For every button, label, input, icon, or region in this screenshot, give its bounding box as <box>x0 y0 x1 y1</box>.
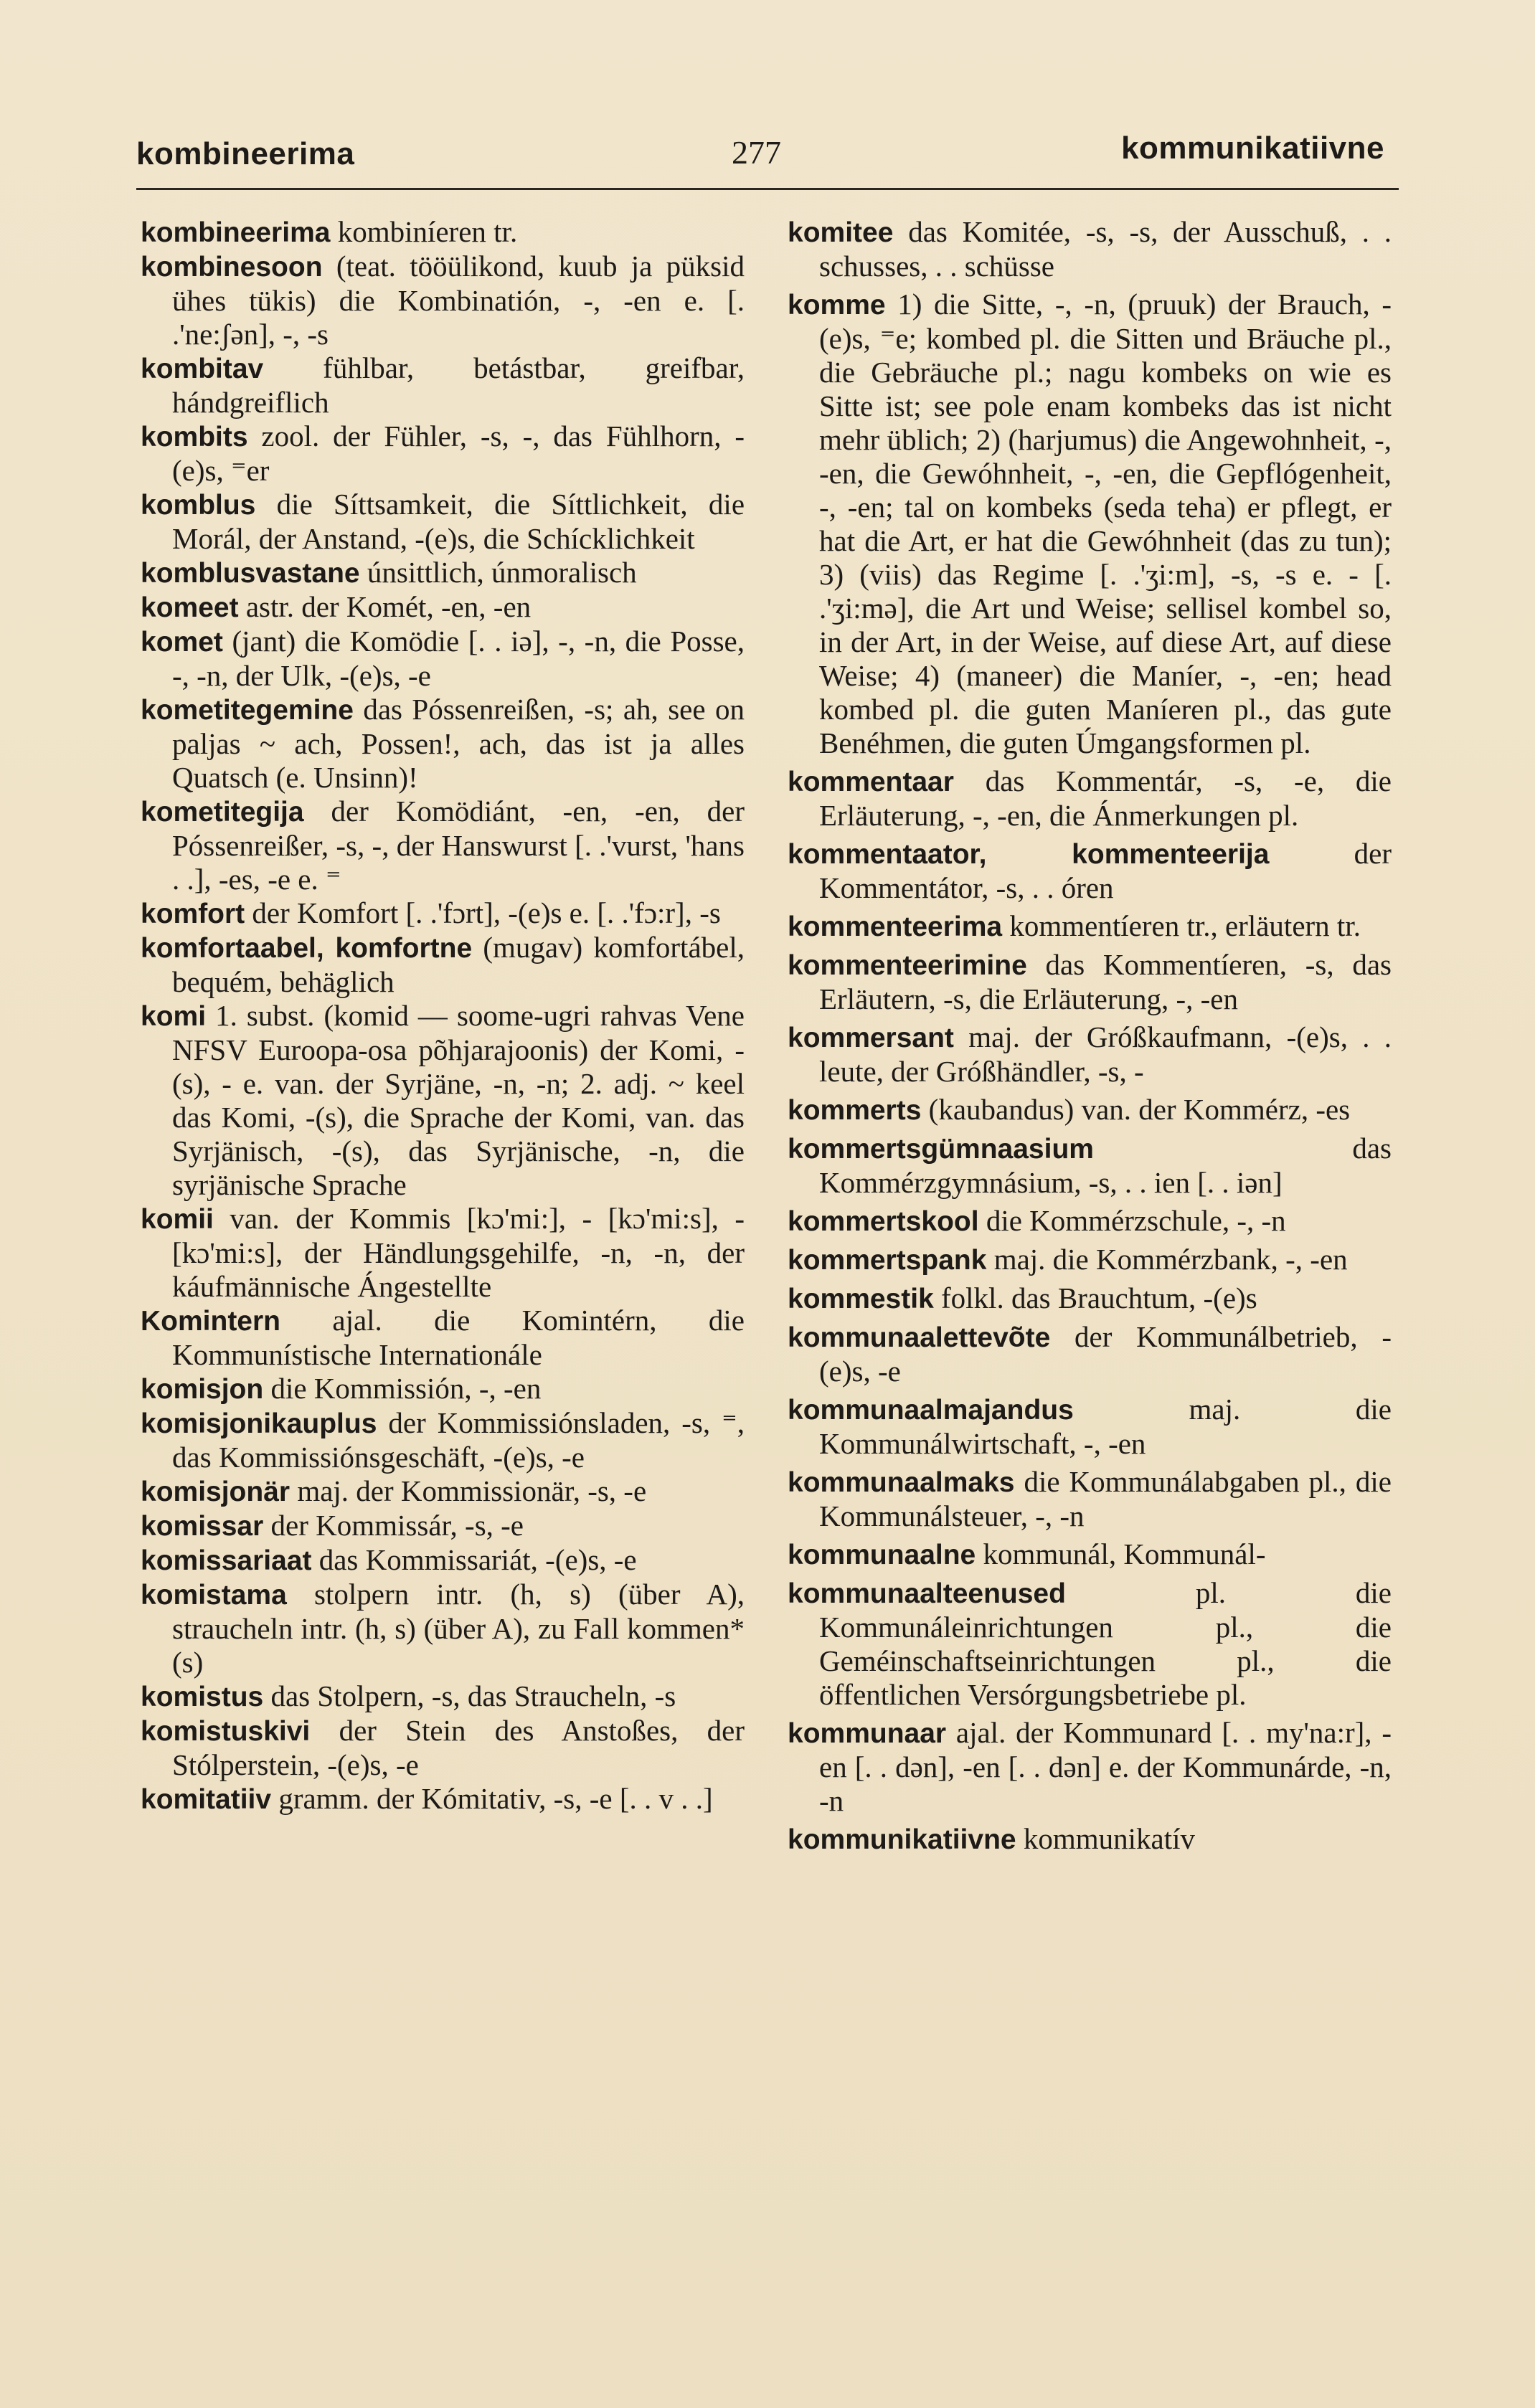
definition: die Kommissión, -, -en <box>270 1372 542 1405</box>
dictionary-entry <box>788 1243 1392 1277</box>
headword: Komintern <box>141 1306 280 1337</box>
dictionary-entry <box>141 556 745 590</box>
dictionary-entry <box>788 1393 1392 1461</box>
definition: das Komitée, -s, -s, der Ausschuß, . . schusses, . . schüsse <box>819 215 1392 283</box>
definition: die Kommunálabgaben pl., die Kommunálsteuer, -, -n <box>819 1465 1392 1532</box>
dictionary-entry <box>141 693 745 795</box>
dictionary-entry <box>788 1132 1392 1200</box>
dictionary-entry <box>788 288 1392 760</box>
definition: (jant) die Komödie [. . iə], -, -n, die Posse, -, -n, der Ulk, -(e)s, -e <box>172 625 745 692</box>
definition: van. der Kommis [kɔ'mi:], - [kɔ'mi:s], - [kɔ'mi:s], der Händlungsgehilfe, -n, -n, der káufmännische Ángestellte <box>172 1202 745 1303</box>
headword: komistuskivi <box>141 1716 311 1747</box>
dictionary-entry <box>788 837 1392 905</box>
headword: komitee <box>788 217 894 248</box>
headword: komi <box>141 1001 207 1032</box>
definition: kommentíeren tr., erläutern tr. <box>1009 909 1361 942</box>
dictionary-entry <box>788 1576 1392 1712</box>
dictionary-entry <box>788 215 1392 283</box>
dictionary-entry <box>141 795 745 896</box>
headword: kommunaalne <box>788 1540 976 1570</box>
headword: kometitegija <box>141 797 304 828</box>
definition: das Kommissariát, -(e)s, -e <box>318 1543 637 1576</box>
headword: komisjonär <box>141 1476 291 1507</box>
running-head-right: kommunikatiivne <box>1121 131 1384 166</box>
definition: das Póssenreißen, -s; ah, see on paljas ~ ach, Possen!, ach, das ist ja alles Quatsch (e. Unsinn)! <box>172 693 745 794</box>
dictionary-entry <box>141 1509 745 1543</box>
headword: komblus <box>141 490 256 521</box>
definition: (kaubandus) van. der Kommérz, -es <box>928 1093 1351 1126</box>
dictionary-entry <box>788 1020 1392 1089</box>
headword: komme <box>788 290 886 321</box>
dictionary-entry <box>788 1537 1392 1572</box>
headword: komii <box>141 1204 214 1235</box>
right-column <box>788 215 1392 1861</box>
headword: komblusvastane <box>141 558 360 589</box>
headword: kommestik <box>788 1284 934 1314</box>
dictionary-entry <box>141 1679 745 1714</box>
definition: zool. der Fühler, -s, -, das Fühlhorn, -(e)s, ⁼er <box>172 419 745 487</box>
headword: kommertspank <box>788 1245 987 1276</box>
definition: die Kommérzschule, -, -n <box>986 1204 1286 1237</box>
dictionary-entry <box>788 1093 1392 1127</box>
dictionary-entry <box>141 488 745 556</box>
headword: komfortaabel, komfortne <box>141 933 473 964</box>
headword: kommentaar <box>788 767 954 797</box>
dictionary-entry <box>788 1822 1392 1857</box>
headword: kommunaalmaks <box>788 1467 1015 1498</box>
definition: fühlbar, betástbar, greifbar, hándgreiflich <box>172 351 745 419</box>
headword: kommunaalmajandus <box>788 1395 1074 1426</box>
page-number: 277 <box>732 134 781 171</box>
headword: kommerts <box>788 1095 922 1126</box>
headword: komeet <box>141 592 239 623</box>
left-column <box>141 215 745 1816</box>
definition: gramm. der Kómitativ, -s, -e [. . v . .] <box>278 1782 713 1815</box>
headword: komistus <box>141 1682 264 1712</box>
definition: kombiníeren tr. <box>337 215 518 248</box>
dictionary-entry <box>141 625 745 693</box>
dictionary-entry <box>141 1304 745 1372</box>
dictionary-entry <box>141 896 745 931</box>
dictionary-entry <box>141 419 745 488</box>
dictionary-entry <box>788 1204 1392 1238</box>
dictionary-entry <box>788 909 1392 944</box>
headword: kombineerima <box>141 217 331 248</box>
definition: der Komödiánt, -en, -en, der Póssenreißer, -s, -, der Hanswurst [. .'vurst, 'hans . .], -es, -e e. ⁼ <box>172 795 745 896</box>
running-head-left: kombineerima <box>136 136 355 171</box>
headword: kommunikatiivne <box>788 1824 1016 1855</box>
header-rule <box>136 188 1399 190</box>
definition: der Kommentátor, -s, . . óren <box>819 837 1392 904</box>
dictionary-entry <box>141 999 745 1202</box>
headword: kommunaar <box>788 1718 947 1749</box>
definition: das Kommentár, -s, -e, die Erläuterung, -, -en, die Ánmerkungen pl. <box>819 764 1392 832</box>
definition: der Stein des Anstoßes, der Stólperstein, -(e)s, -e <box>172 1714 745 1781</box>
headword: kommertsgümnaasium <box>788 1134 1094 1165</box>
headword: kommersant <box>788 1023 954 1053</box>
headword: kommunaalteenused <box>788 1578 1066 1609</box>
definition: kommunikatív <box>1023 1822 1195 1855</box>
definition: únsittlich, únmoralisch <box>367 556 637 589</box>
headword: kombinesoon <box>141 252 323 283</box>
headword: komfort <box>141 899 245 929</box>
dictionary-entry <box>788 1465 1392 1533</box>
dictionary-entry <box>788 1281 1392 1316</box>
dictionary-entry <box>141 1474 745 1509</box>
dictionary-entry <box>141 1372 745 1406</box>
definition: das Kommérzgymnásium, -s, . . ien [. . iən] <box>819 1132 1392 1199</box>
definition: ajal. der Kommunard [. . my'na:r], -en [. . dən], -en [. . dən] e. der Kommunárde, -n, -n <box>819 1716 1392 1817</box>
definition: maj. der Kommissionär, -s, -e <box>297 1474 647 1507</box>
definition: die Síttsamkeit, die Síttlichkeit, die Morál, der Anstand, -(e)s, die Schícklichkeit <box>172 488 745 555</box>
headword: komissariaat <box>141 1545 312 1576</box>
headword: kombits <box>141 422 248 452</box>
dictionary-entry <box>141 1406 745 1474</box>
definition: (mugav) komfortábel, bequém, behäglich <box>172 931 745 998</box>
definition: folkl. das Brauchtum, -(e)s <box>941 1281 1257 1314</box>
dictionary-entry <box>141 931 745 999</box>
definition: 1. subst. (komid — soome-ugri rahvas Vene NFSV Euroopa-osa põhjarajoonis) der Komi, -(s), - e. van. der Syrjäne, -n, -n; 2. adj. ~ keel das Komi, -(s), die Sprache der Komi, van. das Syrjänisch, -(s), das Syrjänische, -n, die syrjänische Sprache <box>172 999 745 1201</box>
definition: stolpern intr. (h, s) (über A), straucheln intr. (h, s) (über A), zu Fall kommen* (s) <box>172 1578 745 1679</box>
headword: komet <box>141 627 223 658</box>
headword: komissar <box>141 1511 264 1542</box>
headword: kometitegemine <box>141 695 354 726</box>
dictionary-entry <box>788 764 1392 833</box>
dictionary-entry <box>788 948 1392 1016</box>
dictionary-entry <box>141 1202 745 1304</box>
definition: maj. der Gróßkaufmann, -(e)s, . . leute, der Gróßhändler, -s, - <box>819 1020 1392 1088</box>
definition: kommunál, Kommunál- <box>983 1537 1266 1570</box>
definition: der Komfort [. .'fɔrt], -(e)s e. [. .'fɔ:r], -s <box>252 896 721 929</box>
headword: komitatiiv <box>141 1784 272 1815</box>
dictionary-entry <box>788 1716 1392 1818</box>
definition: maj. die Kommunálwirtschaft, -, -en <box>819 1393 1392 1460</box>
definition: astr. der Komét, -en, -en <box>245 590 532 623</box>
dictionary-entry <box>141 250 745 351</box>
definition: der Kommissiónsladen, -s, ⁼, das Kommissiónsgeschäft, -(e)s, -e <box>172 1406 745 1474</box>
headword: kommenteerima <box>788 911 1003 942</box>
dictionary-entry <box>141 1714 745 1782</box>
dictionary-entry <box>141 351 745 419</box>
definition: 1) die Sitte, -, -n, (pruuk) der Brauch, -(e)s, ⁼e; kombed pl. die Sitten und Bräuche pl., die Gebräuche pl.; nagu kombeks on wie es Sitte ist; see pole enam kombeks das ist nicht mehr üblich; 2) (harjumus) die Angewohnheit, -, -en, die Gewóhnheit, -, -en, die Gepflógenheit, -, -en; tal on kombeks (seda teha) er pflegt, er hat die Art, er hat die Gewóhnheit (das zu tun); 3) (viis) das Regime [. .'ʒi:m], -s, -s e. - [. .'ʒi:mə], die Art und Weise; sellisel kombel so, in der Art, in der Weise, auf diese Art, auf diese Weise; 4) (maneer) die Maníer, -, -en; head kombed pl. die guten Maníeren pl., das gute Benéhmen, die guten Úmgangsformen pl. <box>819 288 1392 759</box>
headword: kommunaalettevõte <box>788 1322 1051 1353</box>
dictionary-entry <box>141 590 745 625</box>
definition: maj. die Kommérzbank, -, -en <box>993 1243 1348 1276</box>
dictionary-entry <box>141 1543 745 1578</box>
headword: komistama <box>141 1580 287 1611</box>
dictionary-entry <box>788 1320 1392 1388</box>
definition: das Kommentíeren, -s, das Erläutern, -s, die Erläuterung, -, -en <box>819 948 1392 1015</box>
headword: kommertskool <box>788 1206 979 1237</box>
definition: (teat. tööülikond, kuub ja püksid ühes tükis) die Kombinatión, -, -en e. [. .'ne:ʃən], -, -s <box>172 250 745 351</box>
definition: pl. die Kommunáleinrichtungen pl., die Geméinschaftseinrichtungen pl., die öffentlichen Versórgungsbetriebe pl. <box>819 1576 1392 1711</box>
definition: der Kommunálbetrieb, -(e)s, -e <box>819 1320 1392 1388</box>
headword: kombitav <box>141 354 264 384</box>
dictionary-entry <box>141 1782 745 1816</box>
definition: der Kommissár, -s, -e <box>270 1509 524 1542</box>
headword: kommenteerimine <box>788 950 1027 981</box>
headword: kommentaator, kommenteerija <box>788 839 1270 870</box>
dictionary-entry <box>141 215 745 250</box>
dictionary-entry <box>141 1578 745 1679</box>
headword: komisjonikauplus <box>141 1408 377 1439</box>
headword: komisjon <box>141 1374 264 1405</box>
definition: das Stolpern, -s, das Straucheln, -s <box>270 1679 676 1712</box>
definition: ajal. die Komintérn, die Kommunístische Internationále <box>172 1304 745 1371</box>
